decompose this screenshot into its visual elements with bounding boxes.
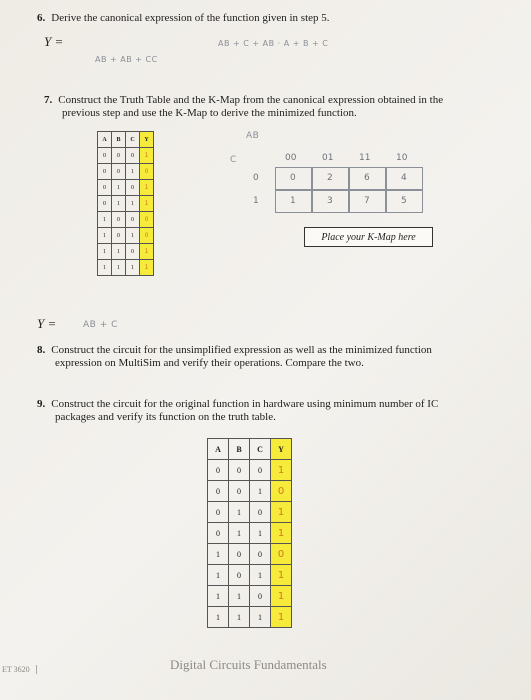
header-a: A xyxy=(98,132,112,148)
truth-table-cell: 1 xyxy=(250,565,271,586)
truth-table-cell: 0 xyxy=(98,180,112,196)
truth-table-row xyxy=(208,523,292,544)
kmap-cell-index: 4 xyxy=(401,173,407,183)
truth-table-cell: 0 xyxy=(112,148,126,164)
kmap-col-header: 11 xyxy=(359,153,371,163)
truth-table-cell: 1 xyxy=(98,260,112,276)
truth-table-cell: 1 xyxy=(98,212,112,228)
truth-table-big xyxy=(207,438,292,628)
kmap-row-header: 1 xyxy=(253,196,259,206)
truth-table-cell: 1 xyxy=(208,544,229,565)
kmap-cell xyxy=(386,190,423,213)
truth-table-cell: 0 xyxy=(98,148,112,164)
q6-handwritten-top: AB + C + AB · A + B + C xyxy=(218,39,329,48)
truth-table-cell: 0 xyxy=(98,164,112,180)
q6-y-label: Y = xyxy=(44,34,64,49)
truth-table-output-cell: 1 xyxy=(271,586,292,607)
question-7-text-1: Construct the Truth Table and the K-Map from the canonical expression obtained in the xyxy=(58,94,444,106)
truth-table-cell: 0 xyxy=(126,148,140,164)
question-7-number: 7. xyxy=(44,94,53,106)
truth-table-cell: 1 xyxy=(229,607,250,628)
question-8-text-1: Construct the circuit for the unsimplified expression as well as the minimized function xyxy=(51,344,432,356)
kmap-c-label: C xyxy=(230,155,237,165)
header-y: Y xyxy=(271,439,292,460)
truth-table-cell: 0 xyxy=(112,212,126,228)
truth-table-output-cell: 0 xyxy=(140,228,154,244)
truth-table-cell: 1 xyxy=(229,523,250,544)
kmap-ab-label: AB xyxy=(246,131,260,141)
truth-table-cell: 0 xyxy=(250,460,271,481)
truth-table-cell: 0 xyxy=(208,523,229,544)
truth-table-cell: 0 xyxy=(126,180,140,196)
kmap-col-header: 00 xyxy=(285,153,297,163)
truth-table-cell: 0 xyxy=(229,460,250,481)
truth-table-cell: 1 xyxy=(229,586,250,607)
question-8-text-2: expression on MultiSim and verify their operations. Compare the two. xyxy=(55,357,364,369)
truth-table-cell: 1 xyxy=(208,565,229,586)
truth-table-output-cell: 0 xyxy=(140,212,154,228)
truth-table-cell: 1 xyxy=(250,481,271,502)
truth-table-cell: 1 xyxy=(112,196,126,212)
truth-table-cell: 0 xyxy=(112,164,126,180)
truth-table-cell: 1 xyxy=(112,260,126,276)
kmap-col-header: 10 xyxy=(396,153,408,163)
truth-table-row xyxy=(98,164,154,180)
truth-table-row xyxy=(98,244,154,260)
truth-table-output-cell: 1 xyxy=(140,260,154,276)
q6-handwritten-answer: AB + AB + CC xyxy=(95,55,158,64)
truth-table-row xyxy=(208,586,292,607)
truth-table-row xyxy=(208,565,292,586)
header-c: C xyxy=(250,439,271,460)
truth-table-cell: 1 xyxy=(229,502,250,523)
truth-table-cell: 0 xyxy=(208,502,229,523)
truth-table-output-cell: 0 xyxy=(271,481,292,502)
header-a: A xyxy=(208,439,229,460)
truth-table-cell: 0 xyxy=(229,544,250,565)
truth-table-cell: 1 xyxy=(250,607,271,628)
truth-table-output-cell: 0 xyxy=(271,544,292,565)
kmap-cell xyxy=(349,190,386,213)
truth-table-output-cell: 1 xyxy=(140,244,154,260)
y-result-handwritten: AB + C xyxy=(83,320,118,330)
question-8 xyxy=(37,344,432,370)
kmap-cell xyxy=(312,167,349,190)
kmap-row-header: 0 xyxy=(253,173,259,183)
kmap-cell-index: 0 xyxy=(290,173,296,183)
truth-table-cell: 1 xyxy=(98,244,112,260)
question-8-number: 8. xyxy=(37,344,46,356)
footer-course: ET 3620 xyxy=(0,665,37,674)
truth-table-cell: 1 xyxy=(208,586,229,607)
truth-table-row xyxy=(208,502,292,523)
kmap-cell xyxy=(386,167,423,190)
question-6-number: 6. xyxy=(37,12,46,24)
question-6 xyxy=(37,12,330,25)
kmap-cell-index: 2 xyxy=(327,173,333,183)
kmap-cell-index: 1 xyxy=(290,196,296,206)
truth-table-row xyxy=(208,544,292,565)
header-b: B xyxy=(229,439,250,460)
truth-table-cell: 1 xyxy=(208,607,229,628)
kmap-cell-index: 5 xyxy=(401,196,407,206)
question-9 xyxy=(37,398,438,424)
question-9-text-1: Construct the circuit for the original function in hardware using minimum number of IC xyxy=(51,398,439,410)
footer-title: Digital Circuits Fundamentals xyxy=(170,657,327,672)
header-y: Y xyxy=(140,132,154,148)
truth-table-row xyxy=(98,212,154,228)
truth-table-row xyxy=(208,607,292,628)
truth-table-row xyxy=(98,260,154,276)
truth-table-cell: 0 xyxy=(126,244,140,260)
truth-table-row xyxy=(98,148,154,164)
truth-table-cell: 0 xyxy=(208,481,229,502)
truth-table-output-cell: 1 xyxy=(271,460,292,481)
truth-table-small xyxy=(97,131,154,276)
truth-table-cell: 0 xyxy=(229,565,250,586)
kmap-cell-index: 7 xyxy=(364,196,370,206)
y-result-label: Y = xyxy=(37,316,57,331)
truth-table-cell: 1 xyxy=(126,260,140,276)
truth-table-cell: 1 xyxy=(126,196,140,212)
kmap-col-header: 01 xyxy=(322,153,334,163)
question-7-text-2: previous step and use the K-Map to derive the minimized function. xyxy=(62,107,357,119)
kmap-cell-index: 6 xyxy=(364,173,370,183)
kmap-cell xyxy=(275,167,312,190)
kmap-cell xyxy=(349,167,386,190)
truth-table-cell: 0 xyxy=(229,481,250,502)
question-7 xyxy=(44,94,443,120)
header-c: C xyxy=(126,132,140,148)
truth-table-cell: 0 xyxy=(98,196,112,212)
truth-table-output-cell: 1 xyxy=(271,607,292,628)
truth-table-output-cell: 1 xyxy=(271,565,292,586)
truth-table-small-header xyxy=(98,132,154,148)
truth-table-cell: 1 xyxy=(126,164,140,180)
truth-table-row xyxy=(98,196,154,212)
truth-table-row xyxy=(98,180,154,196)
kmap-placeholder-box: Place your K-Map here xyxy=(304,227,433,247)
kmap-cell xyxy=(275,190,312,213)
truth-table-cell: 1 xyxy=(112,244,126,260)
truth-table-cell: 1 xyxy=(126,228,140,244)
truth-table-big-header xyxy=(208,439,292,460)
truth-table-output-cell: 1 xyxy=(271,502,292,523)
truth-table-cell: 0 xyxy=(250,502,271,523)
truth-table-cell: 0 xyxy=(250,586,271,607)
truth-table-row xyxy=(98,228,154,244)
kmap-cell xyxy=(312,190,349,213)
truth-table-cell: 0 xyxy=(208,460,229,481)
truth-table-row xyxy=(208,481,292,502)
question-9-number: 9. xyxy=(37,398,46,410)
question-6-text: Derive the canonical expression of the function given in step 5. xyxy=(51,12,330,24)
kmap-cell-index: 3 xyxy=(327,196,333,206)
truth-table-output-cell: 1 xyxy=(140,180,154,196)
truth-table-row xyxy=(208,460,292,481)
truth-table-cell: 0 xyxy=(112,228,126,244)
truth-table-output-cell: 0 xyxy=(140,164,154,180)
header-b: B xyxy=(112,132,126,148)
truth-table-output-cell: 1 xyxy=(140,196,154,212)
truth-table-cell: 0 xyxy=(126,212,140,228)
truth-table-cell: 0 xyxy=(250,544,271,565)
truth-table-output-cell: 1 xyxy=(271,523,292,544)
truth-table-output-cell: 1 xyxy=(140,148,154,164)
truth-table-cell: 1 xyxy=(112,180,126,196)
question-9-text-2: packages and verify its function on the truth table. xyxy=(55,411,276,423)
truth-table-cell: 1 xyxy=(250,523,271,544)
truth-table-cell: 1 xyxy=(98,228,112,244)
